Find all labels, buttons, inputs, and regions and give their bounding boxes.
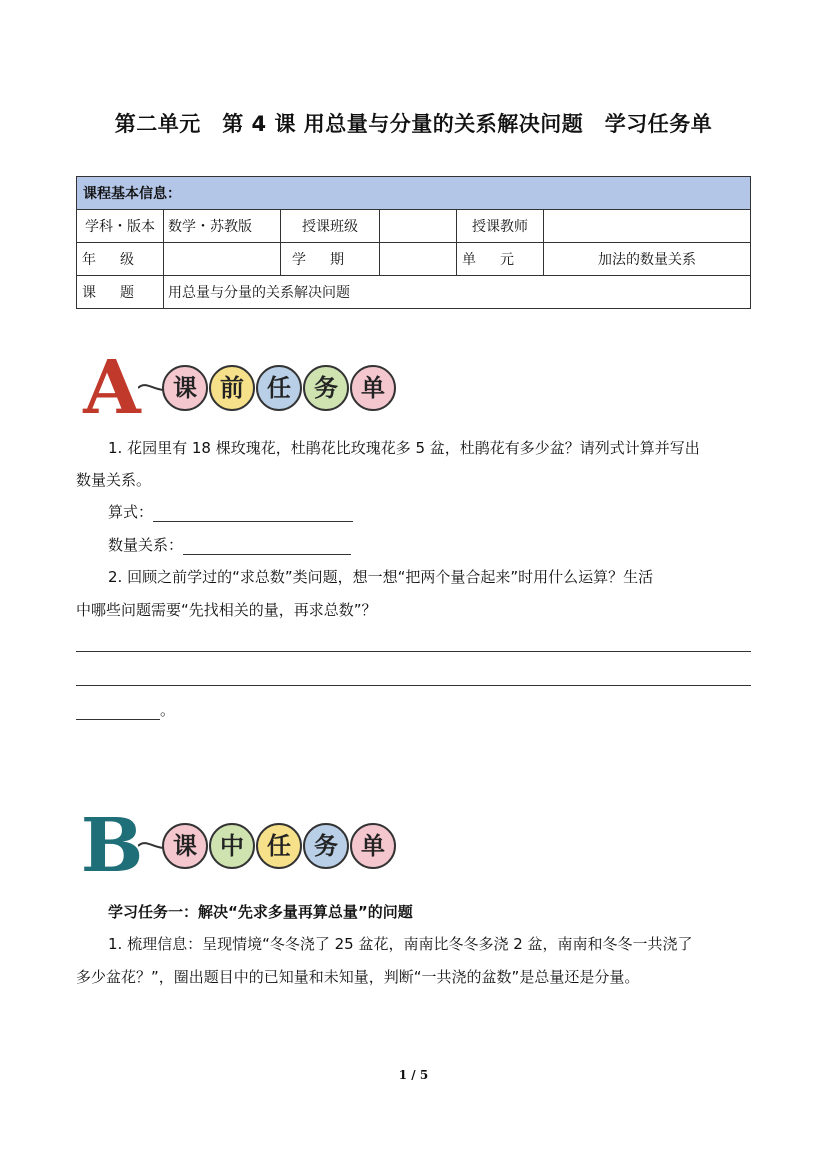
page-title: 第二单元 第 4 课 用总量与分量的关系解决问题 学习任务单 xyxy=(114,112,713,136)
task-1-line-2: 多少盆花？”，圈出题目中的已知量和未知量，判断“一共浇的盆数”是总量还是分量。 xyxy=(76,968,640,986)
banner-char-circle: 课 xyxy=(162,823,208,869)
letter-b-logo: B xyxy=(80,803,144,889)
answer-line[interactable] xyxy=(76,651,751,652)
formula-answer-blank[interactable] xyxy=(153,505,353,522)
table-cell: 学科・版本 xyxy=(77,210,164,243)
banner-char-circle: 前 xyxy=(209,365,255,411)
answer-line-short-row xyxy=(76,700,175,720)
table-cell: 加法的数量关系 xyxy=(544,243,751,276)
relation-label: 数量关系： xyxy=(108,536,184,554)
table-cell: 数学・苏教版 xyxy=(164,210,281,243)
answer-line[interactable] xyxy=(76,685,751,686)
table-row xyxy=(77,243,751,276)
task-1-title: 学习任务一：解决“先求多量再算总量”的问题 xyxy=(108,903,413,921)
table-cell xyxy=(380,243,457,276)
answer-line-short[interactable] xyxy=(76,703,160,720)
banner-char-circle: 任 xyxy=(256,365,302,411)
banner-char-circle: 任 xyxy=(256,823,302,869)
table-row xyxy=(77,210,751,243)
question-2-line-2: 中哪些问题需要“先找相关的量，再求总数”？ xyxy=(76,601,377,619)
letter-a-logo: A xyxy=(83,345,141,431)
table-cell: 单元 xyxy=(457,243,544,276)
task-1-line-1: 1. 梳理信息：呈现情境“冬冬浇了 25 盆花，南南比冬冬多浇 2 盆，南南和冬冬一共浇了 xyxy=(108,935,693,953)
end-mark: 。 xyxy=(160,701,176,719)
table-cell: 用总量与分量的关系解决问题 xyxy=(164,276,751,309)
question-2-line-1: 2. 回顾之前学过的“求总数”类问题，想一想“把两个量合起来”时用什么运算？生活 xyxy=(108,568,654,586)
banner-char-circle: 务 xyxy=(303,823,349,869)
relation-answer-blank[interactable] xyxy=(183,538,351,555)
table-cell xyxy=(380,210,457,243)
banner-char-circle: 单 xyxy=(350,365,396,411)
formula-label: 算式： xyxy=(108,503,154,521)
section-b-banner xyxy=(76,803,406,889)
table-header: 课程基本信息： xyxy=(77,177,751,210)
question-1-line-1: 1. 花园里有 18 棵玫瑰花，杜鹃花比玫瑰花多 5 盆，杜鹃花有多少盆？请列式计算并写出 xyxy=(108,439,700,457)
banner-char-circle: 课 xyxy=(162,365,208,411)
course-info-table xyxy=(76,176,751,309)
page-number: 1 / 5 xyxy=(398,1068,429,1082)
question-1-line-2: 数量关系。 xyxy=(76,471,152,489)
banner-char-circle: 中 xyxy=(209,823,255,869)
banner-char-circle: 单 xyxy=(350,823,396,869)
section-a-banner xyxy=(76,345,406,431)
table-cell: 授课班级 xyxy=(281,210,380,243)
table-cell: 授课教师 xyxy=(457,210,544,243)
table-cell: 课题 xyxy=(77,276,164,309)
banner-char-circle: 务 xyxy=(303,365,349,411)
table-cell xyxy=(164,243,281,276)
formula-row xyxy=(108,502,353,522)
table-cell: 年级 xyxy=(77,243,164,276)
relation-row xyxy=(108,535,351,555)
table-cell xyxy=(544,210,751,243)
table-row xyxy=(77,276,751,309)
table-cell: 学期 xyxy=(281,243,380,276)
